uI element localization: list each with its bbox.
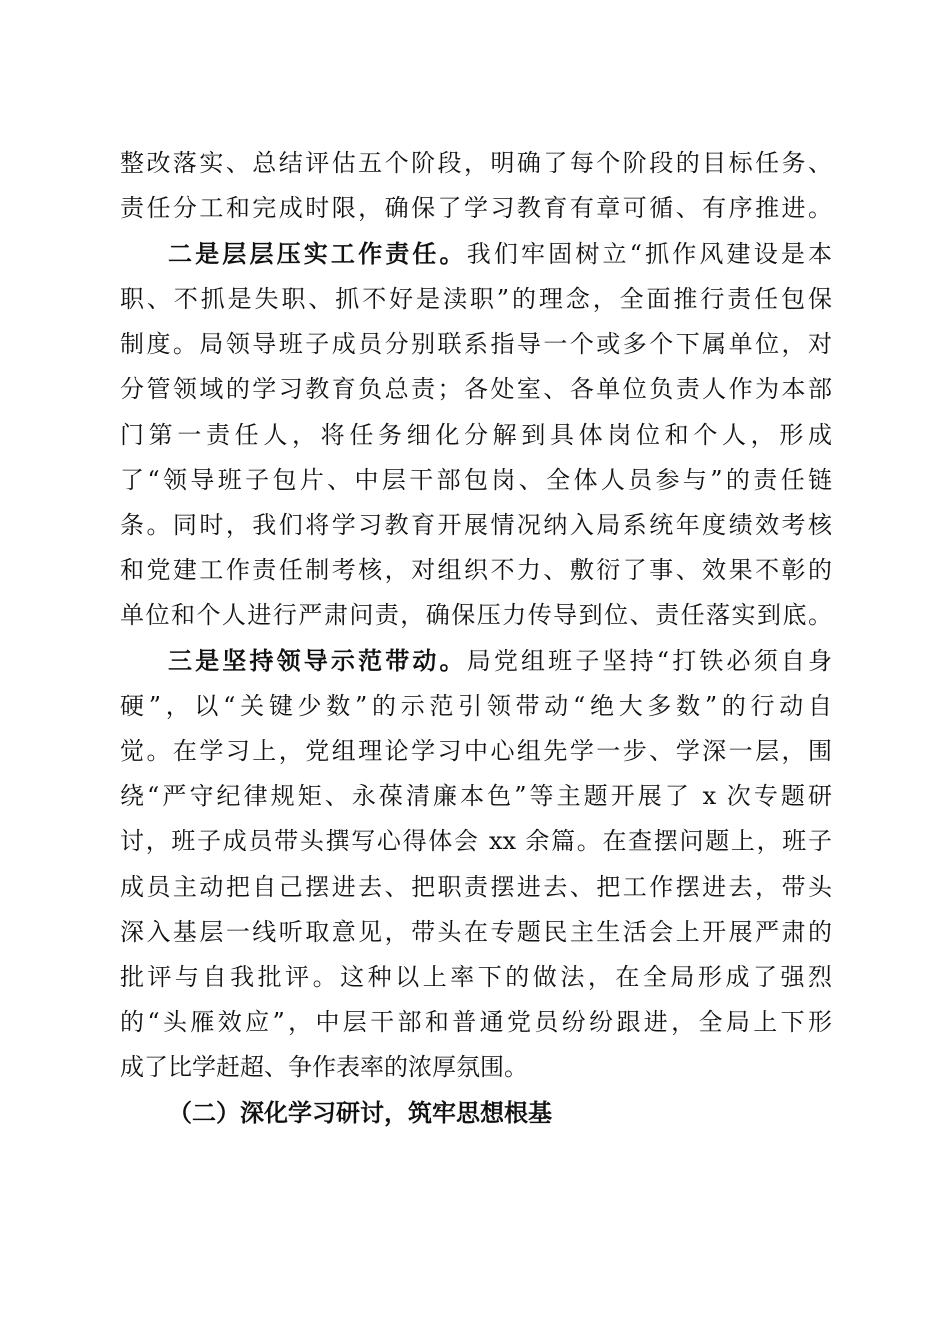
text-line: 的“头雁效应”，中层干部和普通党员纷纷跟进，全局上下形 — [120, 1008, 832, 1036]
text-line: 讨，班子成员带头撰写心得体会 xx 余篇。在查摆问题上，班子 — [120, 827, 832, 855]
text-line: 职、不抓是失职、抓不好是渎职”的理念，全面推行责任包保 — [120, 285, 832, 313]
text-line: 深入基层一线听取意见，带头在专题民主生活会上开展严肃的 — [120, 918, 832, 946]
text-line: 制度。局领导班子成员分别联系指导一个或多个下属单位，对 — [120, 330, 832, 358]
text-line: 责任分工和完成时限，确保了学习教育有章可循、有序推进。 — [120, 194, 832, 222]
paragraph-2-lead: 二是层层压实工作责任。 — [168, 239, 467, 268]
section-heading: （二）深化学习研讨，筑牢思想根基 — [168, 1098, 552, 1127]
text-line: 条。同时，我们将学习教育开展情况纳入局系统年度绩效考核 — [120, 511, 832, 539]
text-line: 整改落实、总结评估五个阶段，明确了每个阶段的目标任务、 — [120, 149, 832, 177]
text-line: 门第一责任人，将任务细化分解到具体岗位和个人，形成 — [120, 421, 832, 449]
text-line: 成员主动把自己摆进去、把职责摆进去、把工作摆进去，带头 — [120, 873, 832, 901]
text-line: 分管领域的学习教育负总责；各处室、各单位负责人作为本部 — [120, 375, 832, 403]
text-line: 单位和个人进行严肃问责，确保压力传导到位、责任落实到底。 — [120, 601, 832, 629]
text-line: 觉。在学习上，党组理论学习中心组先学一步、学深一层，围 — [120, 737, 832, 765]
paragraph-2-first-line — [168, 239, 832, 269]
text-line: 批评与自我批评。这种以上率下的做法，在全局形成了强烈 — [120, 963, 832, 991]
text-line: 了“领导班子包片、中层干部包岗、全体人员参与”的责任链 — [120, 466, 832, 494]
text-line: 成了比学赶超、争作表率的浓厚氛围。 — [120, 1053, 528, 1081]
text-line: 绕“严守纪律规矩、永葆清廉本色”等主题开展了 x 次专题研 — [120, 782, 832, 810]
text-line: 硬”，以“关键少数”的示范引领带动“绝大多数”的行动自 — [120, 692, 832, 720]
text-line: 和党建工作责任制考核，对组织不力、敷衍了事、效果不彰的 — [120, 556, 832, 584]
paragraph-3-first-line — [168, 646, 832, 676]
paragraph-3-lead: 三是坚持领导示范带动。 — [168, 646, 467, 675]
paragraph-2-text: 我们牢固树立“抓作风建设是本 — [466, 240, 833, 268]
paragraph-3-text: 局党组班子坚持“打铁必须自身 — [466, 647, 833, 675]
